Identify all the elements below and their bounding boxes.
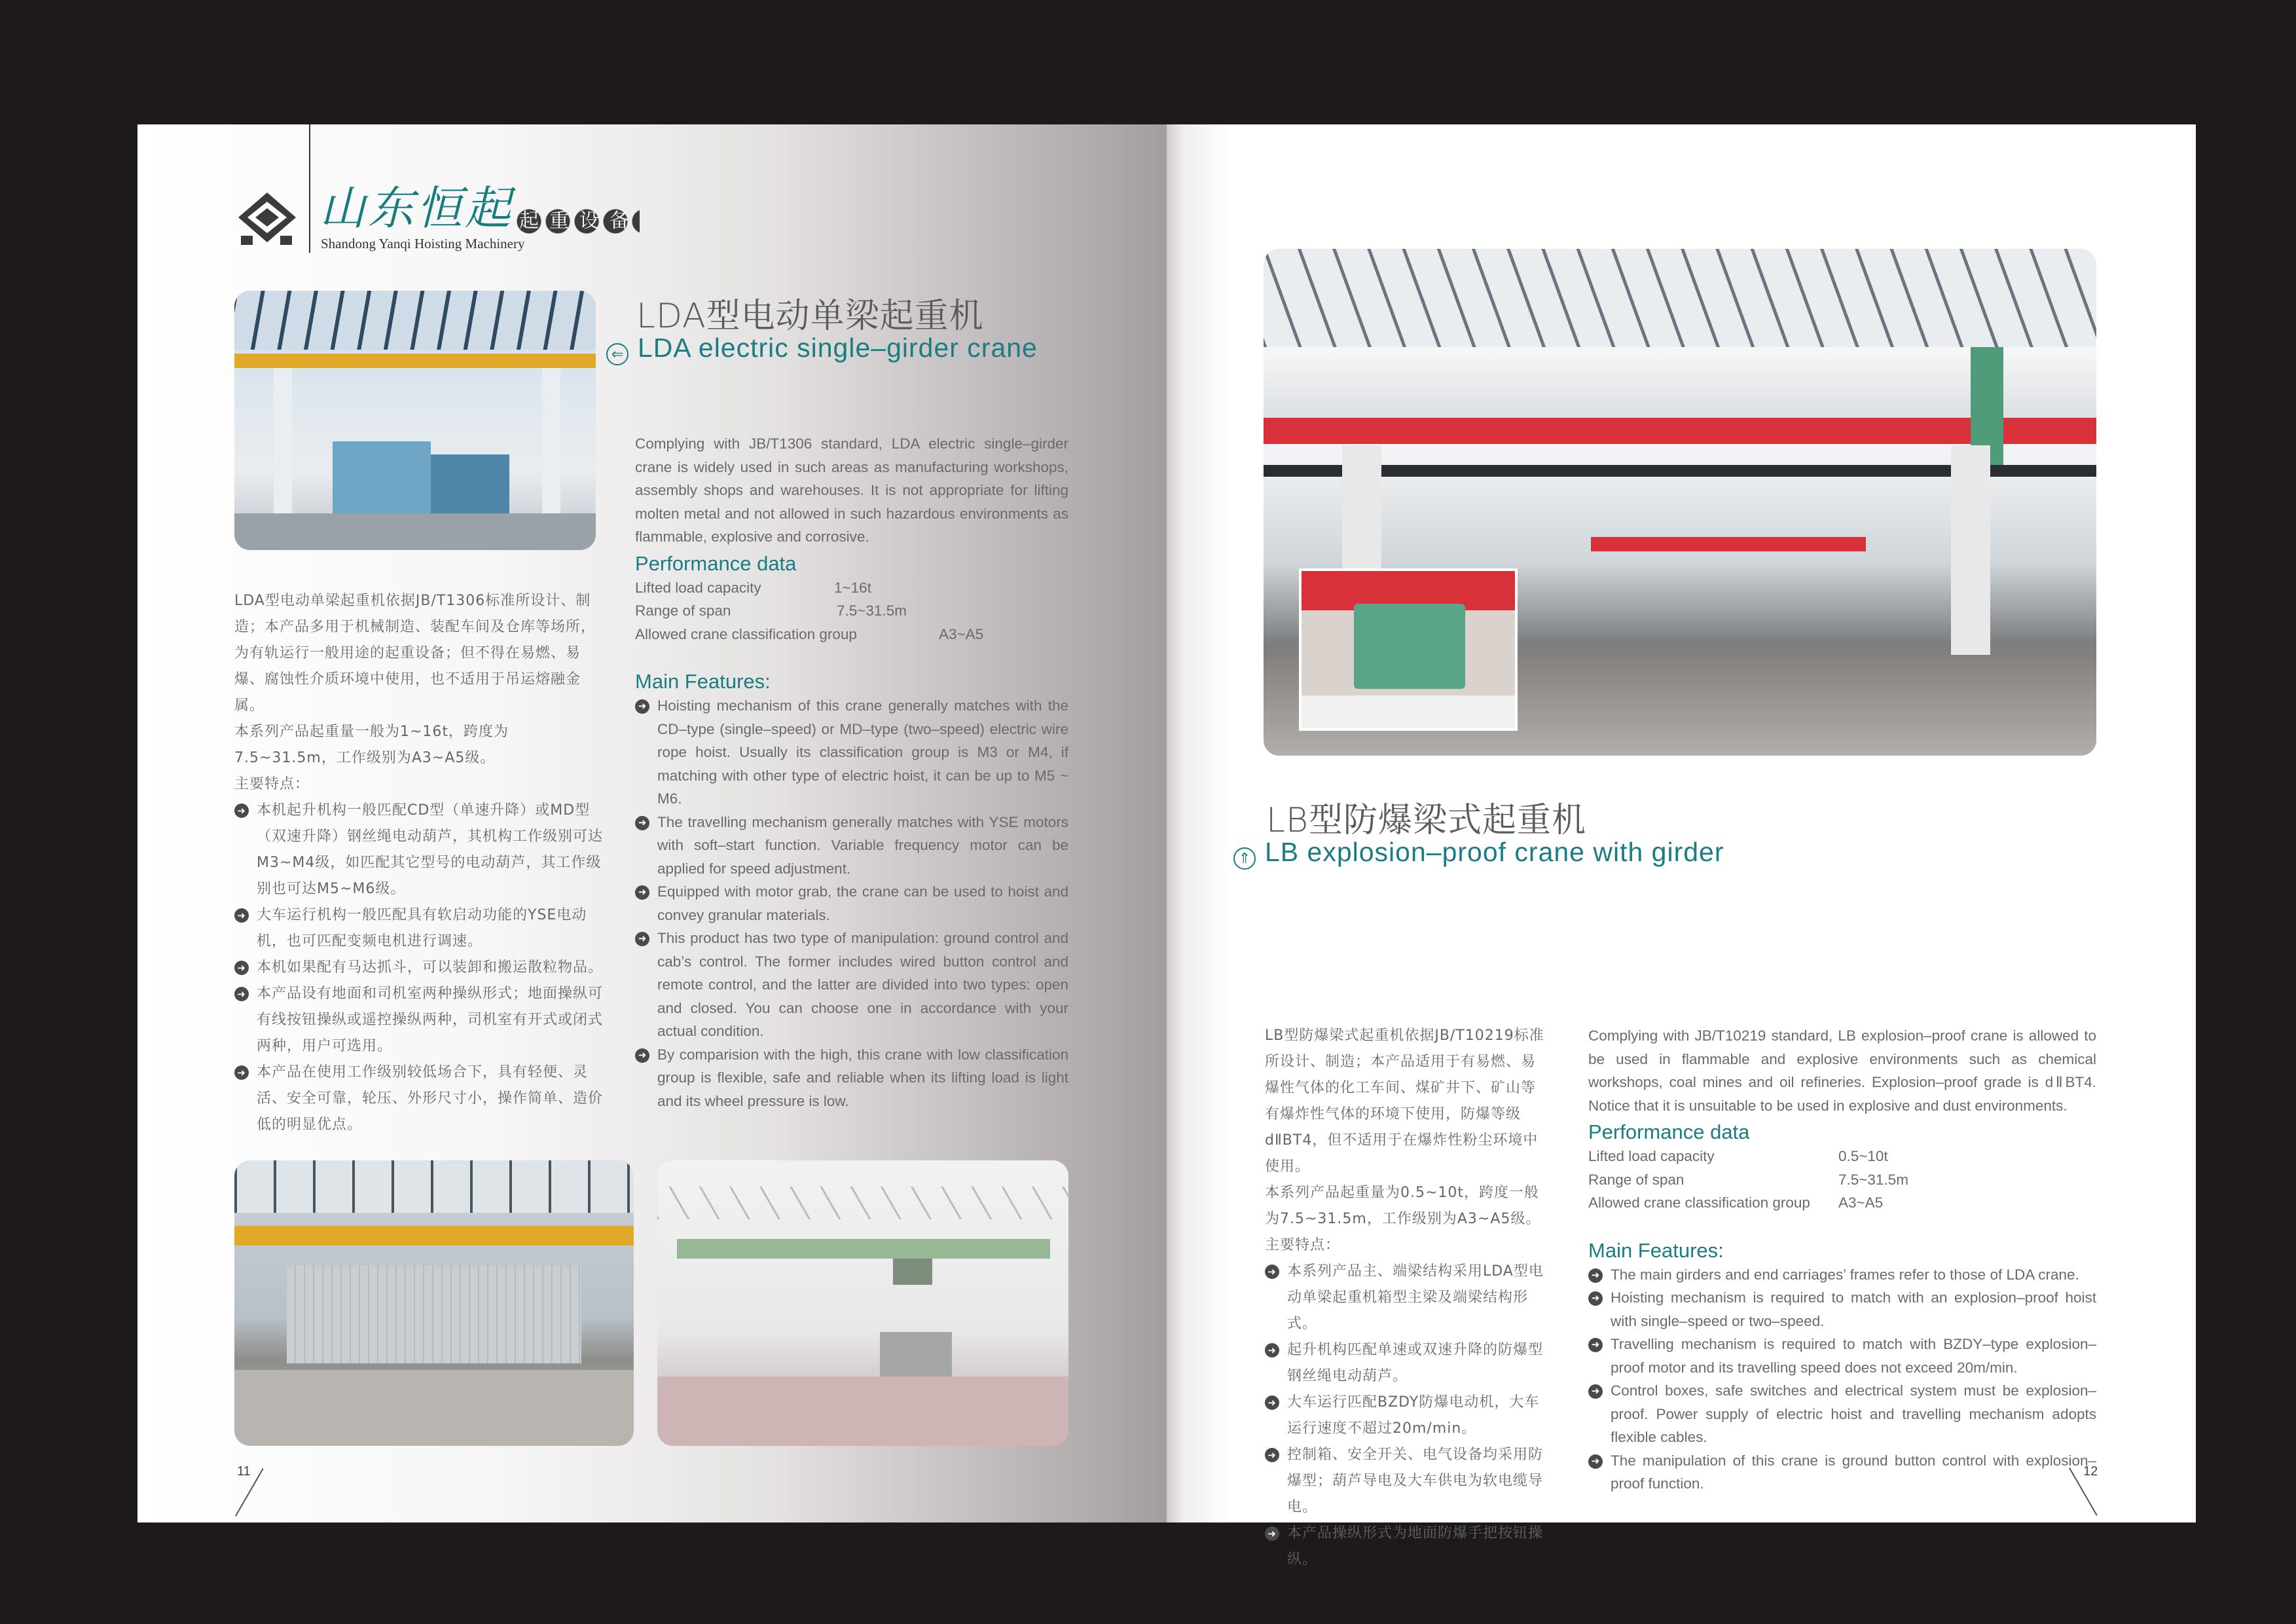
performance-value: 7.5~31.5m: [1838, 1171, 1908, 1188]
feature-item: ➜ This product has two type of manipulation: ground control and cab’s control. The former includes wired button control and remote control, and the latter are divided into two types: open and closed. You can choose one in accordance with your actual condition.: [635, 927, 1068, 1043]
arrow-right-icon: ➜: [1265, 1264, 1279, 1279]
arrow-right-icon: ➜: [234, 1065, 249, 1080]
right-page: [1167, 124, 2196, 1568]
title-cn-text: LB型防爆梁式起重机: [1266, 801, 1587, 840]
arrow-right-icon: ➜: [234, 803, 249, 818]
arrow-right-icon: ➜: [1588, 1454, 1603, 1469]
intro-en: Complying with JB/T1306 standard, LDA electric single–girder crane is widely used in such areas as manufacturing workshops, assembly shops and warehouses. It is not appropriate for lifting molten metal and not allowed in such hazardous environments as flammable, explosive and corrosive.: [635, 435, 1068, 545]
performance-table: [1588, 1145, 2096, 1215]
header-rule: [309, 124, 310, 253]
page-number: 11: [237, 1464, 251, 1479]
intro-cn: LB型防爆梁式起重机依据JB/T10219标准所设计、制造；本产品适用于有易燃、易爆性气体的化工车间、煤矿井下、矿山等有爆炸性气体的环境下使用，防爆等级dⅡBT4，但不适用于在爆炸性粉尘环境中使用。: [1265, 1027, 1544, 1175]
arrow-right-icon: ➜: [635, 932, 649, 946]
features-cn-title: 主要特点：: [1265, 1237, 1341, 1253]
arrow-right-icon: ➜: [234, 987, 249, 1001]
feature-item: ➜ The manipulation of this crane is ground button control with explosion–proof function.: [1588, 1449, 2096, 1496]
feature-item-cn: ➜ 本产品操纵形式为地面防爆手把按钮操纵。: [1265, 1521, 1546, 1573]
title-en-text: LB explosion–proof crane with girder: [1265, 837, 1724, 867]
arrow-right-icon: ➜: [234, 961, 249, 975]
features-title: Main Features:: [1588, 1238, 1724, 1262]
performance-row: [1588, 1191, 2096, 1215]
title-en: [606, 333, 1195, 365]
company-emblem-icon: [234, 190, 300, 250]
feature-item: ➜ Travelling mechanism is required to match with BZDY–type explosion–proof motor and its travelling speed does not exceed 20m/min.: [1588, 1333, 2096, 1379]
arrow-left-icon: ⇐: [606, 343, 629, 365]
arrow-right-icon: ➜: [635, 1048, 649, 1063]
performance-value: 1~16t: [834, 579, 871, 596]
arrow-right-icon: ➜: [1265, 1395, 1279, 1410]
feature-item-cn: ➜ 控制箱、安全开关、电气设备均采用防爆型；葫芦导电及大车供电为软电缆导电。: [1265, 1442, 1546, 1521]
performance-label: Allowed crane classification group: [635, 625, 857, 642]
arrow-right-icon: ➜: [635, 816, 649, 830]
feature-item: ➜ Equipped with motor grab, the crane can be used to hoist and convey granular materials.: [635, 880, 1068, 927]
feature-item-cn: ➜ 大车运行机构一般匹配具有软启动功能的YSE电动机，也可匹配变频电机进行调速。: [234, 902, 605, 955]
performance-label: Range of span: [1588, 1171, 1685, 1188]
english-column: [1588, 1024, 2096, 1496]
title-en: [1233, 837, 1888, 870]
feature-item: ➜ The travelling mechanism generally matches with YSE motors with soft–start function. Variable frequency motor can be applied for speed adjustment.: [635, 811, 1068, 881]
chinese-column: [234, 588, 605, 1138]
title-cn-text: LDA型电动单梁起重机: [636, 297, 984, 336]
features-title: Main Features:: [635, 670, 771, 693]
title-cn: [1266, 792, 1855, 841]
intro-en: Complying with JB/T10219 standard, LB explosion–proof crane is allowed to be used in flammable and explosive environments such as chemical workshops, coal mines and oil refineries. Explosion–proof grade is dⅡBT4. Notice that it is unsuitable to be used in explosive and dust environments.: [1588, 1027, 2096, 1114]
explosion-proof-crane-hall-photo: [1264, 249, 2096, 756]
performance-row: [635, 576, 1068, 600]
arrow-right-icon: ➜: [1588, 1384, 1603, 1399]
page-number: 12: [2083, 1464, 2098, 1479]
feature-item-cn: ➜ 本机起升机构一般匹配CD型（单速升降）或MD型（双速升降）钢丝绳电动葫芦，其机构工作级别可达M3~M4级，如匹配其它型号的电动葫芦，其工作级别也可达M5~M6级。: [234, 798, 605, 902]
performance-row: [635, 623, 1068, 646]
feature-item: ➜ Control boxes, safe switches and electrical system must be explosion–proof. Power supply of electric hoist and travelling mechanism adopts flexible cables.: [1588, 1379, 2096, 1449]
performance-row: [635, 599, 1068, 623]
arrow-right-icon: ➜: [1588, 1268, 1603, 1283]
performance-value: 0.5~10t: [1838, 1148, 1888, 1164]
performance-label: Allowed crane classification group: [1588, 1194, 1810, 1211]
performance-label: Range of span: [635, 602, 731, 619]
arrow-right-icon: ➜: [1265, 1448, 1279, 1462]
performance-title: Performance data: [1588, 1120, 1750, 1143]
feature-item: ➜ Hoisting mechanism is required to match with an explosion–proof hoist with single–speed or two–speed.: [1588, 1286, 2096, 1333]
feature-item: ➜ The main girders and end carriages’ frames refer to those of LDA crane.: [1588, 1263, 2096, 1287]
brand-tagline-en: Shandong Yanqi Hoisting Machinery: [321, 236, 525, 251]
arrow-right-icon: ➜: [1588, 1338, 1603, 1352]
arrow-right-icon: ➜: [234, 908, 249, 923]
arrow-up-icon: ⇑: [1233, 847, 1256, 870]
performance-table: [635, 576, 1068, 646]
brand-tagline-cn: 起重设备: [516, 208, 640, 234]
warehouse-yellow-crane-photo: [234, 1160, 634, 1446]
feature-item-cn: ➜ 本机如果配有马达抓斗，可以装卸和搬运散粒物品。: [234, 955, 605, 981]
features-list-cn: [234, 798, 605, 1138]
feature-item: ➜ By comparision with the high, this crane with low classification group is flexible, safe and reliable when its lifting load is light and its wheel pressure is low.: [635, 1043, 1068, 1113]
brand-script-name: 山东恒起: [319, 181, 513, 235]
performance-row: [1588, 1145, 2096, 1168]
arrow-right-icon: ➜: [1265, 1526, 1279, 1541]
feature-item-cn: ➜ 起升机构匹配单速或双速升降的防爆型钢丝绳电动葫芦。: [1265, 1337, 1546, 1390]
title-cn: [636, 288, 1134, 337]
arrow-right-icon: ➜: [1265, 1343, 1279, 1357]
performance-value: A3~A5: [1838, 1194, 1884, 1211]
arrow-right-icon: ➜: [635, 885, 649, 900]
performance-value: 7.5~31.5m: [837, 602, 907, 619]
feature-item-cn: ➜ 本产品在使用工作级别较低场合下，具有轻便、灵活、安全可靠，轮压、外形尺寸小，操作简单、造价低的明显优点。: [234, 1060, 605, 1138]
features-list-en: [635, 694, 1068, 1113]
performance-value: A3~A5: [939, 625, 984, 642]
chinese-column: [1265, 1023, 1546, 1573]
feature-item: ➜ Hoisting mechanism of this crane generally matches with the CD–type (single–speed) or MD–type (two–speed) electric wire rope hoist. Usually its classification group is M3 or M4, if matching with other type of electric hoist, it can be up to M5 ~ M6.: [635, 694, 1068, 811]
features-list-en: [1588, 1263, 2096, 1496]
hoist-inset-photo: [1299, 568, 1518, 731]
spec-cn: 本系列产品起重量一般为1~16t，跨度为7.5~31.5m，工作级别为A3~A5级。: [234, 724, 509, 766]
workshop-photo: [234, 291, 596, 550]
english-column: [635, 432, 1068, 1113]
arrow-right-icon: ➜: [1588, 1291, 1603, 1306]
feature-item-cn: ➜ 本产品设有地面和司机室两种操纵形式；地面操纵可有线按钮操纵或遥控操纵两种，司机室有开式或闭式两种，用户可选用。: [234, 981, 605, 1060]
feature-item-cn: ➜ 本系列产品主、端梁结构采用LDA型电动单梁起重机箱型主梁及端梁结构形式。: [1265, 1259, 1546, 1337]
hall-green-crane-photo: [657, 1160, 1068, 1446]
intro-cn: LDA型电动单梁起重机依据JB/T1306标准所设计、制造；本产品多用于机械制造、装配车间及仓库等场所，为有轨运行一般用途的起重设备；但不得在易燃、易爆、腐蚀性介质环境中使用，也不适用于吊运熔融金属。: [234, 593, 596, 714]
performance-label: Lifted load capacity: [1588, 1148, 1715, 1164]
performance-row: [1588, 1168, 2096, 1192]
arrow-right-icon: ➜: [635, 699, 649, 714]
left-page: [137, 124, 1167, 1522]
feature-item-cn: ➜ 大车运行匹配BZDY防爆电动机，大车运行速度不超过20m/min。: [1265, 1390, 1546, 1442]
performance-label: Lifted load capacity: [635, 579, 761, 596]
spec-cn: 本系列产品起重量为0.5~10t，跨度一般为7.5~31.5m，工作级别为A3~A5级。: [1265, 1185, 1541, 1227]
brand-logo: [137, 124, 661, 282]
features-list-cn: [1265, 1259, 1546, 1573]
features-cn-title: 主要特点：: [234, 776, 310, 792]
title-en-text: LDA electric single–girder crane: [638, 333, 1038, 363]
performance-title: Performance data: [635, 551, 797, 575]
